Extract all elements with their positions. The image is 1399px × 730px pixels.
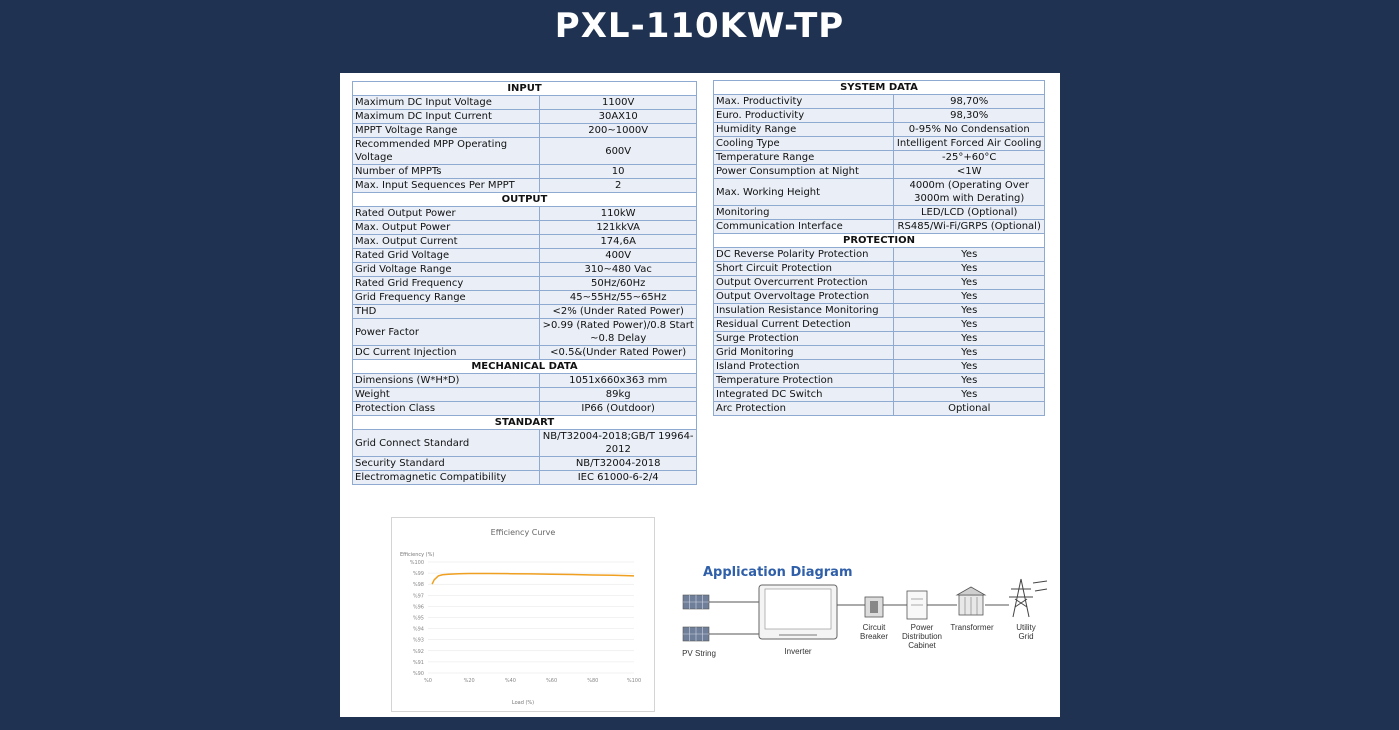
spec-row: [714, 248, 1045, 262]
utility-grid-label: Utility Grid: [1016, 623, 1036, 641]
section-row: [353, 82, 697, 96]
spec-label: Security Standard: [353, 457, 540, 471]
spec-label: Surge Protection: [714, 332, 894, 346]
spec-row: [714, 360, 1045, 374]
spec-row: [714, 137, 1045, 151]
spec-row: [353, 305, 697, 319]
chart-x-tick-label: %60: [546, 678, 558, 684]
spec-value: Yes: [894, 374, 1045, 388]
spec-label: Monitoring: [714, 206, 894, 220]
spec-label: DC Reverse Polarity Protection: [714, 248, 894, 262]
spec-label: Output Overvoltage Protection: [714, 290, 894, 304]
spec-row: [714, 388, 1045, 402]
spec-row: [353, 124, 697, 138]
spec-label: Max. Working Height: [714, 179, 894, 206]
chart-x-tick-label: %0: [424, 678, 432, 684]
spec-row: [353, 402, 697, 416]
section-header: STANDART: [353, 416, 697, 430]
spec-sheet: [340, 73, 1060, 717]
diagram-title: Application Diagram: [703, 565, 853, 580]
spec-row: [353, 221, 697, 235]
spec-row: [353, 110, 697, 124]
chart-y-tick-label: %99: [412, 571, 424, 578]
chart-y-tick-label: %96: [412, 604, 424, 611]
spec-value: 174,6A: [540, 235, 697, 249]
chart-y-axis-label: Efficiency (%): [400, 552, 435, 558]
section-header: INPUT: [353, 82, 697, 96]
spec-label: Recommended MPP Operating Voltage: [353, 138, 540, 165]
spec-label: Max. Output Current: [353, 235, 540, 249]
spec-label: Communication Interface: [714, 220, 894, 234]
spec-row: [714, 262, 1045, 276]
spec-value: Yes: [894, 262, 1045, 276]
spec-label: Insulation Resistance Monitoring: [714, 304, 894, 318]
spec-row: [353, 277, 697, 291]
spec-row: [353, 263, 697, 277]
page-title: PXL-110KW-TP: [554, 6, 845, 46]
spec-value: <0.5&(Under Rated Power): [540, 346, 697, 360]
spec-value: 121kkVA: [540, 221, 697, 235]
spec-value: 310~480 Vac: [540, 263, 697, 277]
spec-value: 0-95% No Condensation: [894, 123, 1045, 137]
spec-label: Electromagnetic Compatibility: [353, 471, 540, 485]
spec-value: 1100V: [540, 96, 697, 110]
spec-label: Humidity Range: [714, 123, 894, 137]
spec-label: DC Current Injection: [353, 346, 540, 360]
chart-x-tick-label: %80: [587, 678, 599, 684]
spec-value: NB/T32004-2018;GB/T 19964-2012: [540, 430, 697, 457]
spec-row: [353, 457, 697, 471]
spec-row: [353, 319, 697, 346]
spec-value: 400V: [540, 249, 697, 263]
spec-label: Power Consumption at Night: [714, 165, 894, 179]
pv-string-label: PV String: [682, 649, 716, 658]
section-header: MECHANICAL DATA: [353, 360, 697, 374]
spec-value: 2: [540, 179, 697, 193]
spec-value: 98,70%: [894, 95, 1045, 109]
spec-label: Max. Productivity: [714, 95, 894, 109]
spec-row: [714, 165, 1045, 179]
spec-label: Short Circuit Protection: [714, 262, 894, 276]
chart-y-tick-label: %98: [412, 582, 424, 589]
chart-x-axis-label: Load (%): [511, 700, 535, 706]
spec-label: Max. Output Power: [353, 221, 540, 235]
section-row: [353, 360, 697, 374]
efficiency-chart: [391, 517, 655, 712]
spec-value: 30AX10: [540, 110, 697, 124]
pv-panel-icon: [683, 595, 709, 609]
spec-value: >0.99 (Rated Power)/0.8 Start ~0.8 Delay: [540, 319, 697, 346]
spec-row: [353, 291, 697, 305]
spec-label: Arc Protection: [714, 402, 894, 416]
spec-value: Yes: [894, 332, 1045, 346]
chart-y-tick-label: %93: [412, 637, 424, 644]
spec-value: 4000m (Operating Over 3000m with Derating): [894, 179, 1045, 206]
spec-row: [353, 235, 697, 249]
spec-value: 1051x660x363 mm: [540, 374, 697, 388]
spec-value: Yes: [894, 318, 1045, 332]
chart-title: Efficiency Curve: [490, 528, 556, 537]
spec-row: [714, 332, 1045, 346]
spec-row: [714, 109, 1045, 123]
spec-value: Yes: [894, 388, 1045, 402]
spec-row: [353, 388, 697, 402]
spec-value: 45~55Hz/55~65Hz: [540, 291, 697, 305]
spec-label: Number of MPPTs: [353, 165, 540, 179]
spec-value: 89kg: [540, 388, 697, 402]
spec-label: Weight: [353, 388, 540, 402]
chart-x-tick-label: %100: [626, 678, 642, 684]
spec-row: [714, 220, 1045, 234]
spec-label: Residual Current Detection: [714, 318, 894, 332]
spec-value: 10: [540, 165, 697, 179]
spec-value: Yes: [894, 248, 1045, 262]
spec-row: [714, 318, 1045, 332]
spec-value: 600V: [540, 138, 697, 165]
spec-value: 110kW: [540, 207, 697, 221]
chart-x-tick-label: %40: [504, 678, 516, 684]
spec-row: [714, 304, 1045, 318]
spec-table-left: [352, 81, 697, 485]
distribution-cabinet-icon: [907, 591, 927, 619]
spec-label: Maximum DC Input Voltage: [353, 96, 540, 110]
spec-row: [714, 206, 1045, 220]
spec-label: Maximum DC Input Current: [353, 110, 540, 124]
spec-value: Yes: [894, 346, 1045, 360]
section-header: SYSTEM DATA: [714, 81, 1045, 95]
spec-label: Rated Output Power: [353, 207, 540, 221]
spec-label: THD: [353, 305, 540, 319]
spec-row: [714, 151, 1045, 165]
spec-value: Intelligent Forced Air Cooling: [894, 137, 1045, 151]
spec-value: Yes: [894, 360, 1045, 374]
spec-value: IP66 (Outdoor): [540, 402, 697, 416]
spec-label: Cooling Type: [714, 137, 894, 151]
spec-value: <2% (Under Rated Power): [540, 305, 697, 319]
utility-grid-icon: [1009, 579, 1047, 617]
section-header: PROTECTION: [714, 234, 1045, 248]
spec-label: Power Factor: [353, 319, 540, 346]
inverter-label: Inverter: [784, 647, 812, 656]
spec-row: [353, 249, 697, 263]
spec-label: Protection Class: [353, 402, 540, 416]
spec-label: Island Protection: [714, 360, 894, 374]
pv-panel-icon: [683, 627, 709, 641]
spec-row: [353, 346, 697, 360]
spec-label: Grid Connect Standard: [353, 430, 540, 457]
spec-row: [353, 430, 697, 457]
spec-row: [353, 96, 697, 110]
section-row: [353, 193, 697, 207]
section-row: [714, 234, 1045, 248]
chart-y-tick-label: %90: [412, 671, 424, 677]
section-row: [353, 416, 697, 430]
transformer-label: Transformer: [950, 623, 994, 632]
chart-x-tick-label: %20: [463, 678, 475, 684]
spec-value: 98,30%: [894, 109, 1045, 123]
spec-row: [714, 346, 1045, 360]
spec-label: Grid Voltage Range: [353, 263, 540, 277]
spec-row: [714, 179, 1045, 206]
spec-row: [353, 207, 697, 221]
spec-label: Temperature Range: [714, 151, 894, 165]
spec-row: [353, 138, 697, 165]
spec-label: Max. Input Sequences Per MPPT: [353, 179, 540, 193]
spec-value: Yes: [894, 290, 1045, 304]
spec-row: [353, 179, 697, 193]
spec-value: <1W: [894, 165, 1045, 179]
spec-label: Integrated DC Switch: [714, 388, 894, 402]
spec-row: [714, 402, 1045, 416]
spec-label: Rated Grid Frequency: [353, 277, 540, 291]
spec-value: LED/LCD (Optional): [894, 206, 1045, 220]
spec-value: IEC 61000-6-2/4: [540, 471, 697, 485]
spec-row: [353, 471, 697, 485]
chart-y-tick-label: %91: [412, 659, 424, 666]
spec-label: Grid Frequency Range: [353, 291, 540, 305]
application-diagram: [675, 561, 1055, 671]
circuit-breaker-label: Circuit Breaker: [859, 623, 888, 641]
power-distribution-label: Power Distribution Cabinet: [901, 623, 942, 650]
spec-value: 50Hz/60Hz: [540, 277, 697, 291]
spec-row: [714, 290, 1045, 304]
spec-row: [353, 165, 697, 179]
spec-value: NB/T32004-2018: [540, 457, 697, 471]
chart-y-tick-label: %100: [409, 560, 424, 566]
section-row: [714, 81, 1045, 95]
inverter-icon: [759, 585, 837, 639]
spec-value: -25°+60°C: [894, 151, 1045, 165]
spec-label: Output Overcurrent Protection: [714, 276, 894, 290]
chart-series-line: [432, 574, 634, 585]
spec-label: Euro. Productivity: [714, 109, 894, 123]
spec-label: Rated Grid Voltage: [353, 249, 540, 263]
spec-row: [714, 276, 1045, 290]
section-header: OUTPUT: [353, 193, 697, 207]
spec-label: Temperature Protection: [714, 374, 894, 388]
chart-y-tick-label: %92: [412, 648, 424, 655]
chart-y-tick-label: %94: [412, 626, 424, 633]
circuit-breaker-icon: [865, 597, 883, 617]
spec-label: MPPT Voltage Range: [353, 124, 540, 138]
spec-label: Grid Monitoring: [714, 346, 894, 360]
chart-y-tick-label: %97: [412, 593, 424, 600]
spec-value: RS485/Wi-Fi/GRPS (Optional): [894, 220, 1045, 234]
spec-table-right: [713, 80, 1045, 416]
spec-row: [714, 374, 1045, 388]
spec-row: [353, 374, 697, 388]
spec-value: Optional: [894, 402, 1045, 416]
spec-value: Yes: [894, 304, 1045, 318]
spec-label: Dimensions (W*H*D): [353, 374, 540, 388]
spec-row: [714, 123, 1045, 137]
chart-y-tick-label: %95: [412, 615, 424, 622]
spec-row: [714, 95, 1045, 109]
spec-value: Yes: [894, 276, 1045, 290]
transformer-icon: [957, 587, 985, 615]
spec-value: 200~1000V: [540, 124, 697, 138]
